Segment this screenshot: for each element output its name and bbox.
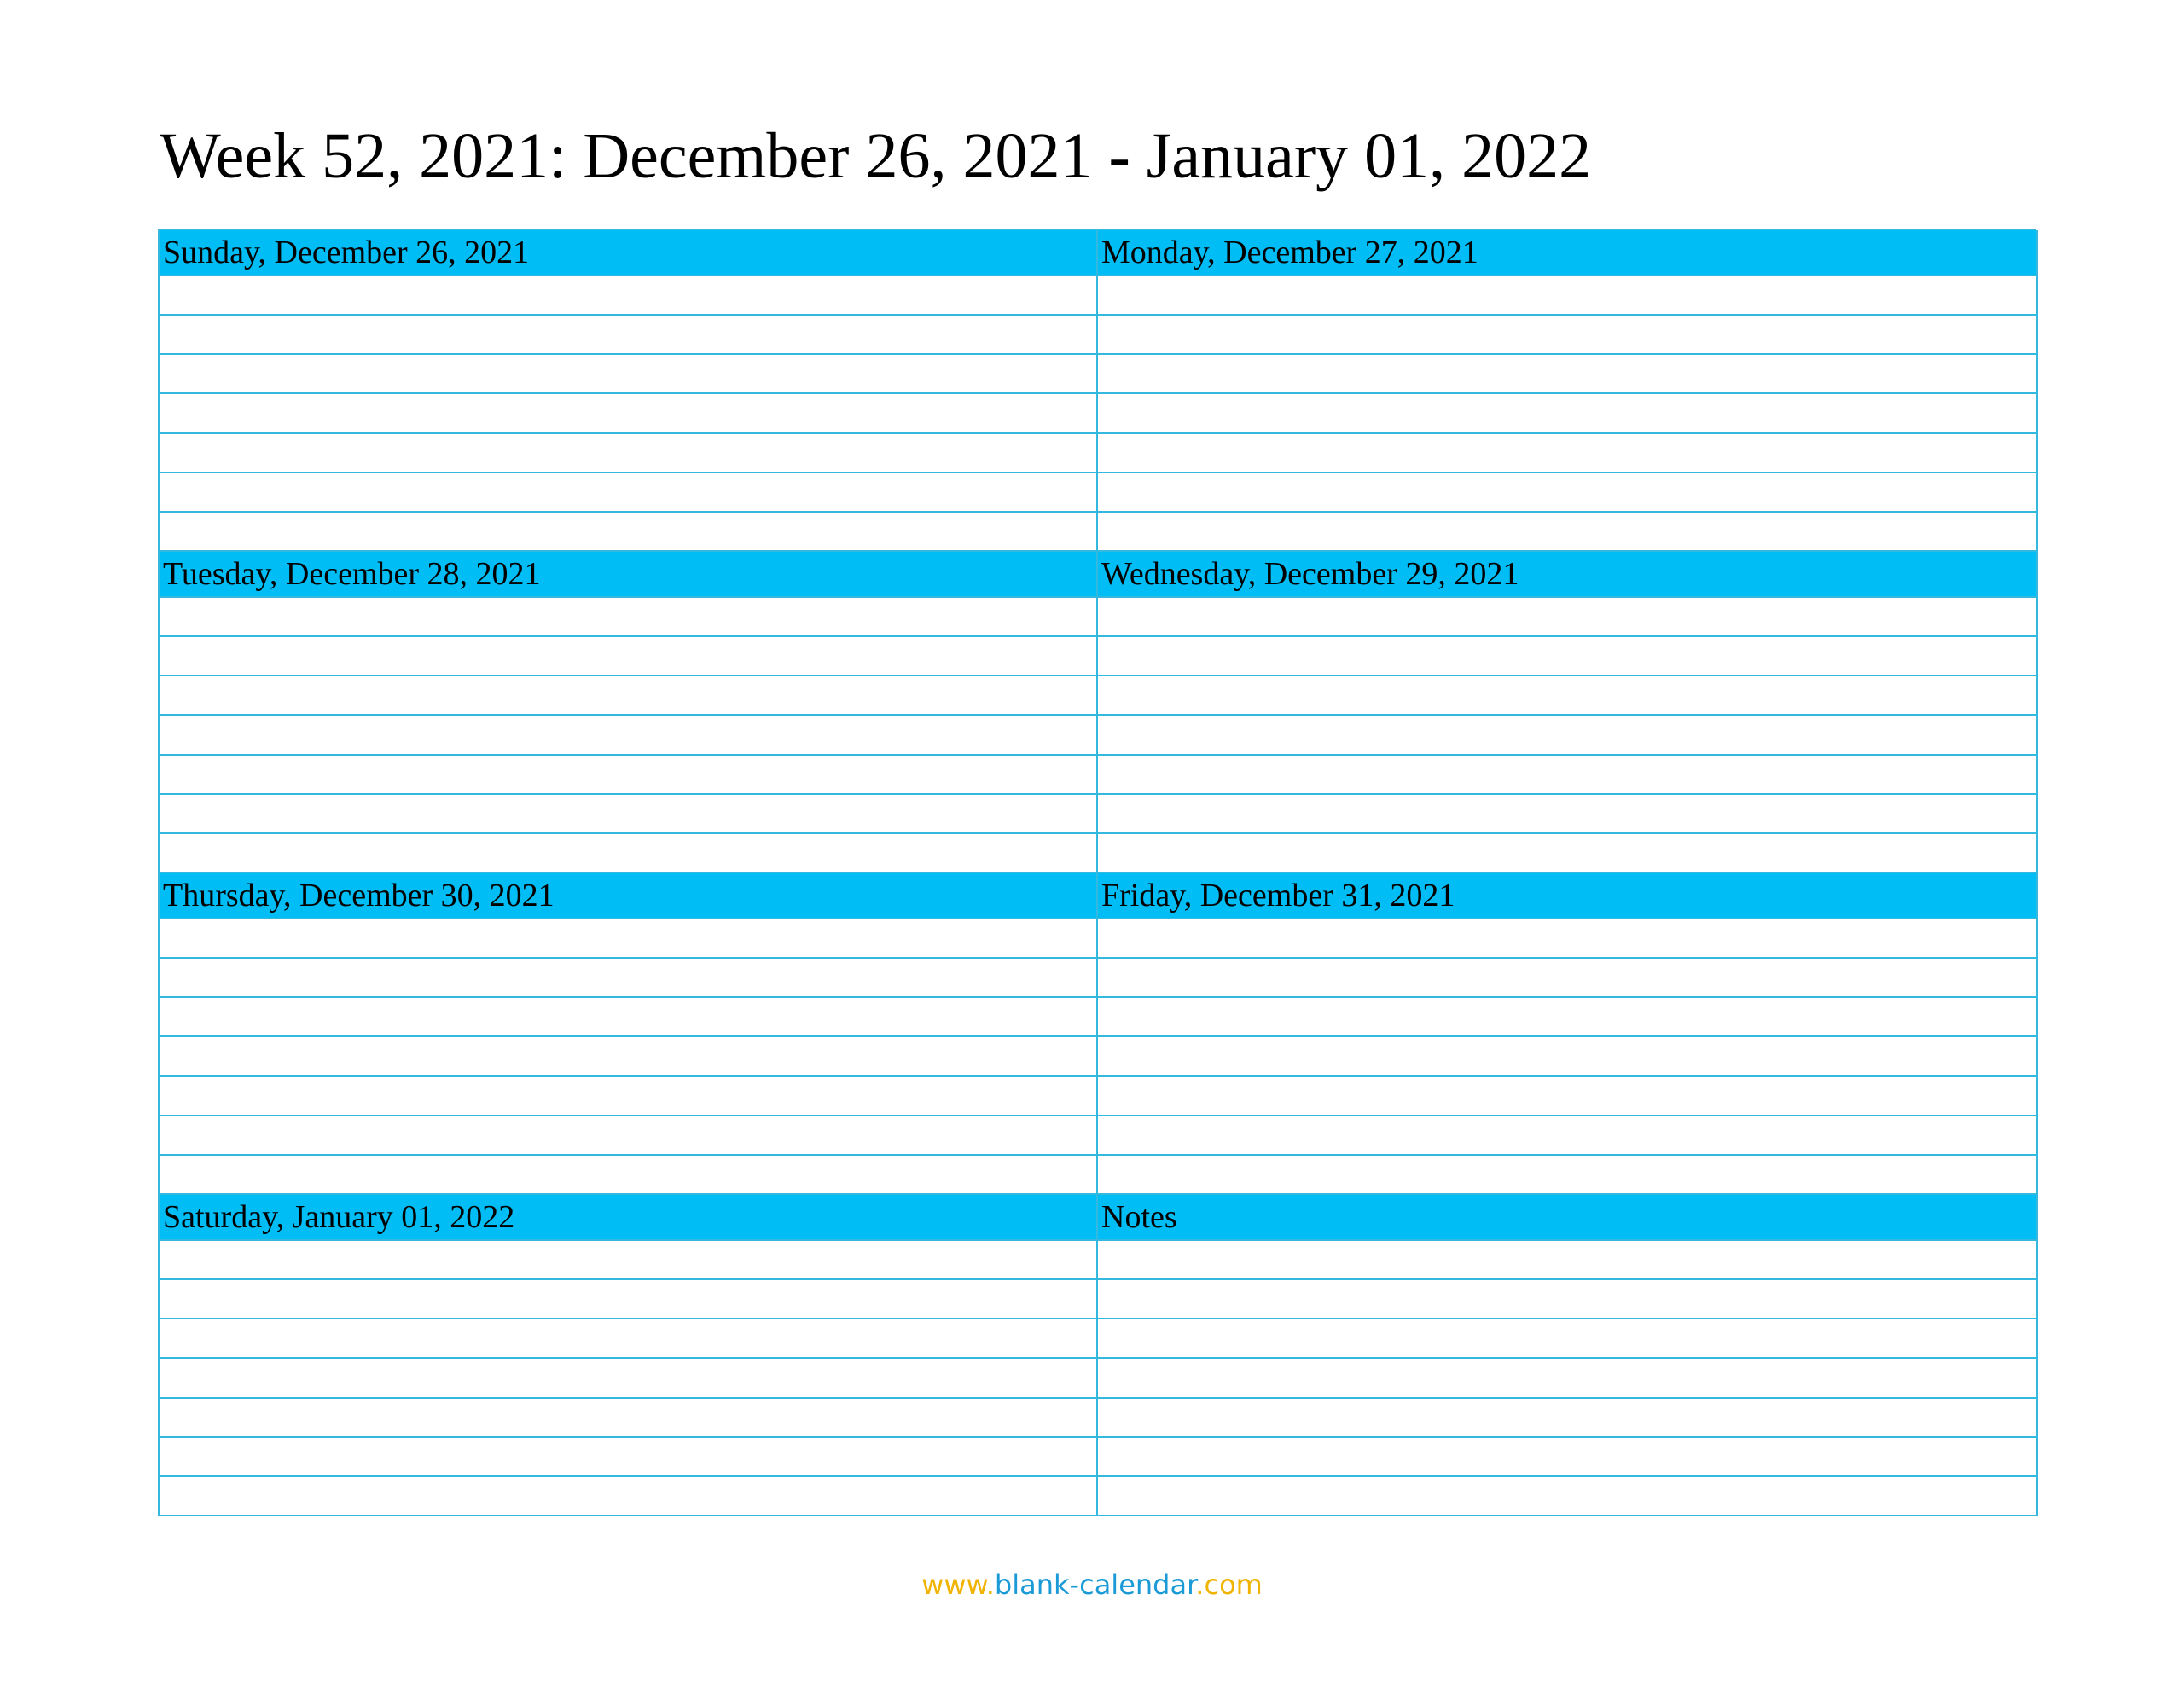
day-header: Sunday, December 26, 2021 <box>160 230 1096 275</box>
writing-line[interactable] <box>1098 714 2036 753</box>
writing-line[interactable] <box>1098 511 2036 550</box>
writing-line[interactable] <box>1098 996 2036 1035</box>
writing-line[interactable] <box>160 314 1096 353</box>
writing-line[interactable] <box>160 793 1096 832</box>
day-header: Tuesday, December 28, 2021 <box>160 552 1096 596</box>
writing-line[interactable] <box>160 1115 1096 1154</box>
day-block <box>160 873 1098 1195</box>
day-block <box>1098 230 2038 552</box>
page-title: Week 52, 2021: December 26, 2021 - January 01, 2022 <box>160 120 1592 192</box>
footer-url-name: blank-calendar <box>994 1568 1196 1601</box>
writing-line[interactable] <box>160 996 1096 1035</box>
writing-line[interactable] <box>1098 957 2036 996</box>
writing-line[interactable] <box>160 1239 1096 1278</box>
writing-line[interactable] <box>1098 1436 2036 1475</box>
day-header: Wednesday, December 29, 2021 <box>1098 552 2036 596</box>
writing-line[interactable] <box>1098 1397 2036 1436</box>
writing-line[interactable] <box>160 1318 1096 1357</box>
writing-line[interactable] <box>160 472 1096 511</box>
writing-line[interactable] <box>1098 1239 2036 1278</box>
writing-line[interactable] <box>1098 793 2036 832</box>
writing-line[interactable] <box>160 1357 1096 1396</box>
day-header: Saturday, January 01, 2022 <box>160 1195 1096 1239</box>
notes-block <box>1098 1195 2038 1516</box>
writing-line[interactable] <box>160 1035 1096 1075</box>
writing-line[interactable] <box>160 392 1096 432</box>
writing-line[interactable] <box>1098 432 2036 472</box>
writing-line[interactable] <box>1098 1278 2036 1318</box>
weekly-planner-grid <box>158 229 2036 1516</box>
writing-line[interactable] <box>160 918 1096 957</box>
writing-line[interactable] <box>160 1397 1096 1436</box>
day-header: Monday, December 27, 2021 <box>1098 230 2036 275</box>
day-header: Thursday, December 30, 2021 <box>160 873 1096 918</box>
writing-line[interactable] <box>160 353 1096 392</box>
writing-line[interactable] <box>160 1278 1096 1318</box>
writing-line[interactable] <box>1098 635 2036 675</box>
writing-line[interactable] <box>1098 275 2036 314</box>
writing-line[interactable] <box>160 1154 1096 1193</box>
writing-line[interactable] <box>160 832 1096 872</box>
writing-line[interactable] <box>160 635 1096 675</box>
writing-line[interactable] <box>160 714 1096 753</box>
writing-line[interactable] <box>1098 918 2036 957</box>
writing-line[interactable] <box>1098 392 2036 432</box>
writing-line[interactable] <box>1098 596 2036 635</box>
writing-line[interactable] <box>1098 1475 2036 1515</box>
notes-header: Notes <box>1098 1195 2036 1239</box>
footer-url-suffix: .com <box>1195 1568 1263 1601</box>
writing-line[interactable] <box>1098 314 2036 353</box>
day-block <box>1098 873 2038 1195</box>
writing-line[interactable] <box>1098 1115 2036 1154</box>
writing-line[interactable] <box>1098 754 2036 793</box>
day-block <box>1098 552 2038 873</box>
writing-line[interactable] <box>160 675 1096 714</box>
writing-line[interactable] <box>1098 1357 2036 1396</box>
writing-line[interactable] <box>1098 675 2036 714</box>
footer-url-prefix: www. <box>921 1568 995 1601</box>
day-header: Friday, December 31, 2021 <box>1098 873 2036 918</box>
writing-line[interactable] <box>160 1475 1096 1515</box>
writing-line[interactable] <box>160 1436 1096 1475</box>
writing-line[interactable] <box>1098 1154 2036 1193</box>
writing-line[interactable] <box>160 596 1096 635</box>
day-block <box>160 552 1098 873</box>
writing-line[interactable] <box>160 1075 1096 1115</box>
writing-line[interactable] <box>1098 1075 2036 1115</box>
writing-line[interactable] <box>1098 832 2036 872</box>
writing-line[interactable] <box>160 275 1096 314</box>
writing-line[interactable] <box>1098 472 2036 511</box>
day-block <box>160 230 1098 552</box>
writing-line[interactable] <box>160 432 1096 472</box>
writing-line[interactable] <box>1098 1318 2036 1357</box>
writing-line[interactable] <box>160 511 1096 550</box>
writing-line[interactable] <box>160 957 1096 996</box>
day-block <box>160 1195 1098 1516</box>
writing-line[interactable] <box>1098 1035 2036 1075</box>
writing-line[interactable] <box>160 754 1096 793</box>
footer-url[interactable] <box>0 1568 2184 1602</box>
writing-line[interactable] <box>1098 353 2036 392</box>
